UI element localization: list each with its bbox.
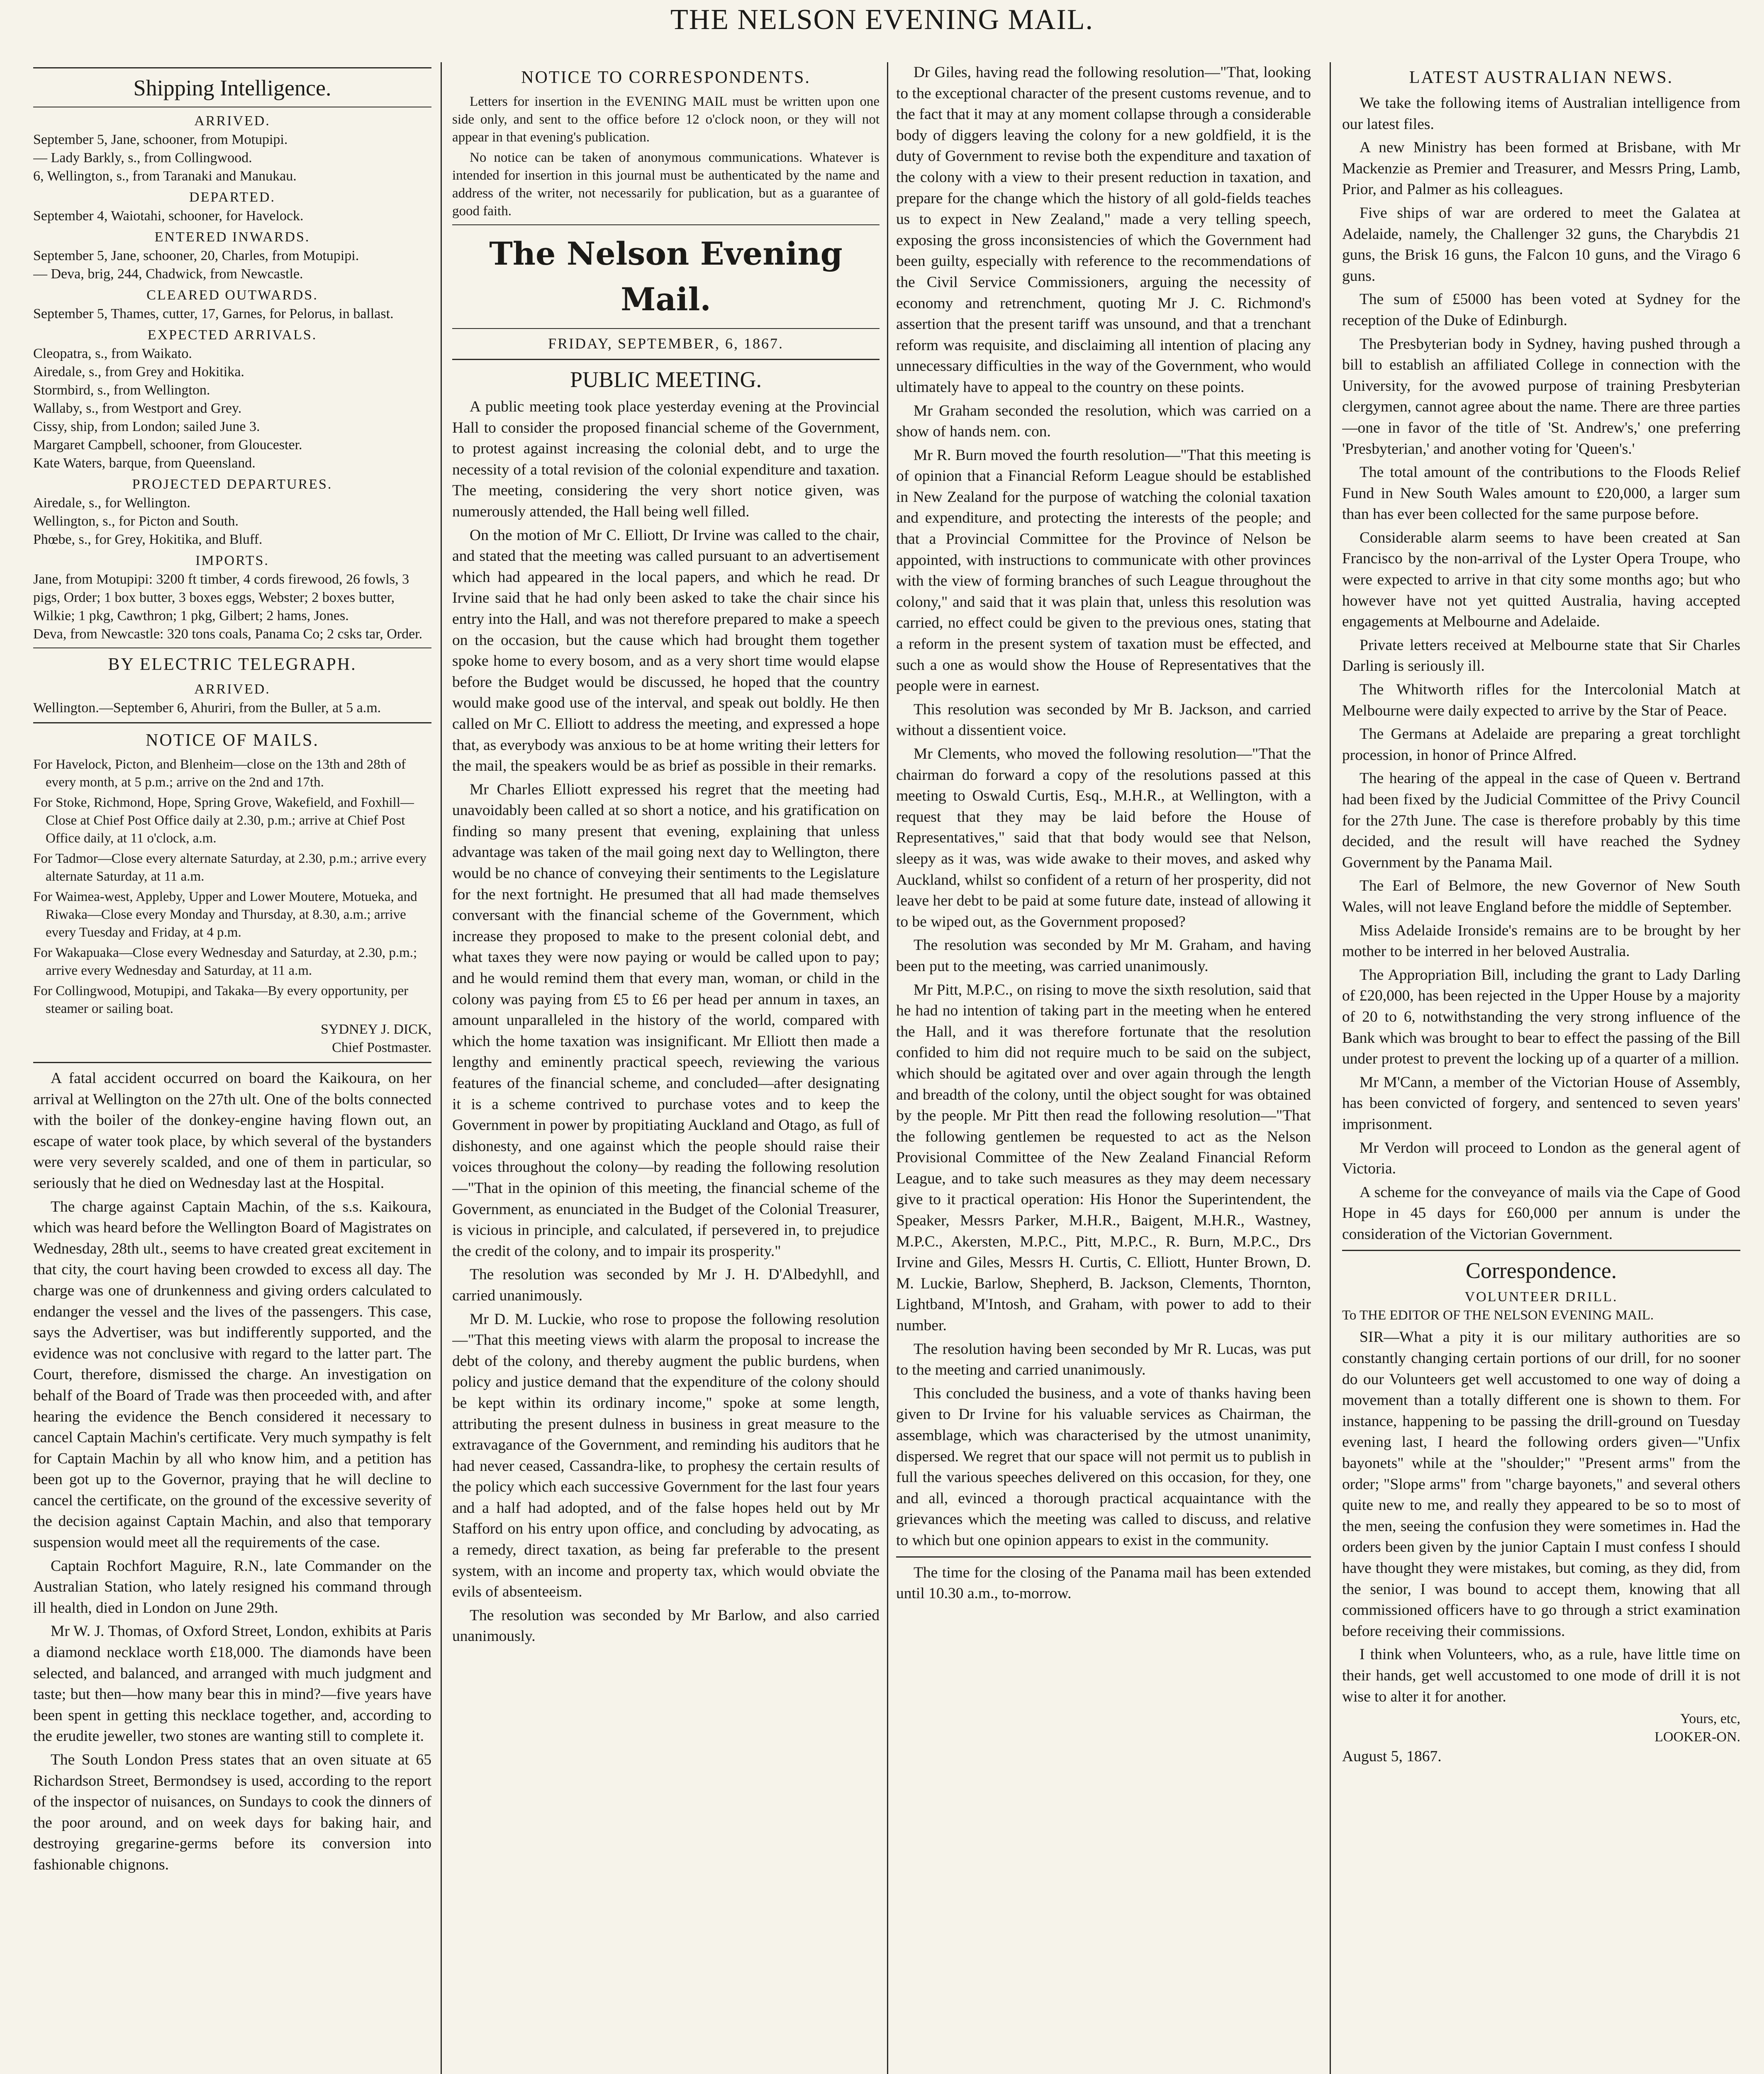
letter-closing: Yours, etc, bbox=[1680, 1711, 1740, 1727]
letter-date: August 5, 1867. bbox=[1342, 1748, 1442, 1765]
meeting-paragraph: This concluded the business, and a vote of thanks having been given to Dr Irvine for his valuable services as Chairman, the assemblage, which was characterised by the utmost unanimity, dispersed. We regret that our space will not permit us to publish in full the various speeches delivered on this occasion, for they, one and all, evinced a thorough practical acquaintance with the grievances which the meeting was called to discuss, and relative to which but one opinion appears to exist in the community. bbox=[896, 1385, 1311, 1549]
correspondence-subtitle: VOLUNTEER DRILL. bbox=[1464, 1289, 1618, 1305]
news-paragraph: Captain Rochfort Maguire, R.N., late Commander on the Australian Station, who lately resigned his command through ill health, died in London on June 29th. bbox=[33, 1557, 431, 1616]
correspondence-addressee: To THE EDITOR OF THE NELSON EVENING MAIL. bbox=[1342, 1308, 1654, 1323]
australian-item: Mr Verdon will proceed to London as the general agent of Victoria. bbox=[1342, 1139, 1740, 1178]
meeting-report-part-2 bbox=[896, 62, 1311, 1551]
australian-item: The total amount of the contributions to the Floods Relief Fund in New South Wales amount to £20,000, a larger sum than has ever been collected for the same purpose before. bbox=[1342, 464, 1740, 523]
meeting-paragraph: The resolution was seconded by Mr Barlow, and also carried unanimously. bbox=[452, 1607, 880, 1645]
correspondents-title: NOTICE TO CORRESPONDENTS. bbox=[521, 68, 811, 87]
shipping-line: September 5, Thames, cutter, 17, Garnes, for Pelorus, in ballast. bbox=[33, 306, 394, 321]
meeting-report-part-1 bbox=[452, 397, 880, 1647]
meeting-paragraph: This resolution was seconded by Mr B. Jackson, and carried without a dissentient voice. bbox=[896, 701, 1311, 739]
column-4 bbox=[1342, 62, 1740, 2074]
correspondence-title: Correspondence. bbox=[1465, 1258, 1617, 1283]
telegraph-subheading: ARRIVED. bbox=[194, 682, 270, 697]
notice-paragraph: Letters for insertion in the EVENING MAIL must be written upon one side only, and sent to the office before 12 o'clock noon, or they will not appear in that evening's publication. bbox=[452, 94, 880, 145]
australian-item: The Presbyterian body in Sydney, having pushed through a bill to establish an affiliated College in connection with the University, for the avowed purpose of training Presbyterian clergymen, cannot agree about the name. There are three parties—one in favor of the title of 'St. Andrew's,' one preferring 'Presbyterian,' and another voting for 'Queen's.' bbox=[1342, 335, 1740, 458]
meeting-paragraph: Mr Clements, who moved the following resolution—"That the chairman do forward a copy of the resolutions passed at this meeting to Oswald Curtis, Esq., M.H.R., at Wellington, with a request that they may be laid before the House of Representatives," said that that body would see that Nelson, sleepy as it was, was wide awake to their moves, and asked why Auckland, whilst so confident of a return of her prosperity, did not leave her debt to be paid at some future date, instead of allowing it to be wiped out, as the Government proposed? bbox=[896, 745, 1311, 930]
mails-title: NOTICE OF MAILS. bbox=[146, 731, 319, 750]
australian-item: Miss Adelaide Ironside's remains are to be brought by her mother to be interred in her beloved Australia. bbox=[1342, 922, 1740, 960]
shipping-line: Stormbird, s., from Wellington. bbox=[33, 382, 210, 398]
shipping-line: Margaret Campbell, schooner, from Gloucester. bbox=[33, 437, 302, 453]
shipping-line: Airedale, s., for Wellington. bbox=[33, 495, 191, 511]
australian-item: The Whitworth rifles for the Intercolonial Match at Melbourne were daily expected to arrive by the Star of Peace. bbox=[1342, 681, 1740, 719]
shipping-line: September 4, Waiotahi, schooner, for Havelock. bbox=[33, 208, 304, 224]
column-1 bbox=[33, 62, 431, 2074]
shipping-title: Shipping Intelligence. bbox=[133, 75, 331, 100]
meeting-paragraph: Mr Graham seconded the resolution, which was carried on a show of hands nem. con. bbox=[896, 402, 1311, 441]
meeting-paragraph: Mr R. Burn moved the fourth resolution—"That this meeting is of opinion that a Financial Reform League should be established in New Zealand for the purpose of watching the colonial taxation and expenditure, and protecting the interests of the people; and that a Provincial Committee for the Province of Nelson be appointed, with instructions to communicate with other provinces with the view of forming branches of such League throughout the colony," and said that it was plain that, unless this resolution was carried, no effect could be given to the previous ones, stating that a reform in the present system of taxation must be effected, and such a one as would show the House of Representatives that the people were in earnest. bbox=[896, 446, 1311, 695]
shipping-line: Phœbe, s., for Grey, Hokitika, and Bluff. bbox=[33, 532, 263, 547]
meeting-paragraph: The resolution having been seconded by Mr R. Lucas, was put to the meeting and carried unanimously. bbox=[896, 1340, 1311, 1379]
shipping-sections bbox=[33, 112, 431, 643]
australian-item: The Earl of Belmore, the new Governor of New South Wales, will not leave England before the middle of September. bbox=[1342, 877, 1740, 915]
meeting-paragraph: Dr Giles, having read the following resolution—"That, looking to the exceptional character of the present customs revenue, and to the fact that it may at any moment collapse through a considerable body of diggers leaving the colony for a new goldfield, it is the duty of Government to revise both the expenditure and taxation of the colony with a view to their present reduction in taxation, and prepare for the change which the history of all gold-fields teaches us to expect in New Zealand," made a very telling speech, exposing the gross inconsistencies of which the Government had been guilty, especially with reference to the recommendations of the Civil Service Commissioners, arguing the necessity of economy and retrenchment, quoting Mr J. C. Richmond's assertion that the present tariff was unsound, and that a trenchant reform was requisite, and disclaiming all intention of placing any unnecessary difficulties in the way of the Government, who would ultimately have to appeal to the country on these points. bbox=[896, 64, 1311, 396]
australian-item: The Appropriation Bill, including the grant to Lady Darling of £20,000, has been rejected in the Upper House by a majority of 20 to 6, notwithstanding the very strong influence of the Bank which was brought to bear to effect the passing of the Bill under protest to prevent the locking up of a quarter of a million. bbox=[1342, 966, 1740, 1068]
news-paragraph: The charge against Captain Machin, of the s.s. Kaikoura, which was heard before the Wellington Board of Magistrates on Wednesday, 28th ult., seems to have created great excitement in that city, the court having been crowded to excess all day. The charge was one of drunkenness and giving orders calculated to endanger the vessel and the lives of the passengers. This case, says the Advertiser, was but indifferently supported, and the evidence was not conclusive with regard to the latter part. The Court, therefore, dismissed the charge. An investigation on behalf of the Board of Trade was then proceeded with, and after hearing the evidence the Bench considered it necessary to cancel Captain Machin's certificate. Very much sympathy is felt for Captain Machin by all who know him, and a petition has been got up to the Governor, praying that he will decline to cancel the certificate, on the ground of the excessive severity of the decision against Captain Machin, and also that temporary suspension would meet all the requirements of the case. bbox=[33, 1198, 431, 1551]
letter-paragraph: I think when Volunteers, who, as a rule, have little time on their hands, get well accustomed to one mode of drill it is not wise to alter it for another. bbox=[1342, 1646, 1740, 1705]
shipping-line: Cissy, ship, from London; sailed June 3. bbox=[33, 419, 260, 434]
mail-entry: For Collingwood, Motupipi, and Takaka—By every opportunity, per steamer or sailing boat. bbox=[33, 983, 409, 1016]
shipping-subheading: PROJECTED DEPARTURES. bbox=[132, 477, 333, 492]
shipping-subheading: ENTERED INWARDS. bbox=[154, 229, 310, 245]
masthead: THE NELSON EVENING MAIL. bbox=[670, 4, 1094, 36]
meeting-paragraph: On the motion of Mr C. Elliott, Dr Irvine was called to the chair, and stated that the meeting was called pursuant to an advertisement which had appeared in the local papers, and which he read. Dr Irvine said that he had only been asked to take the chair since his entry into the Hall, and was not therefore prepared to make a speech on the occasion, but the cause which had brought them together spoke home to every bosom, and as a very short time would elapse before the Budget would be discussed, he hoped that the country would make good use of the interval, and speak out boldly. He then called on Mr C. Elliott to address the meeting, and expressed a hope that, as everybody was anxious to be at home writing their letters for the mail, the speakers would be as brief as possible in their remarks. bbox=[452, 526, 880, 775]
shipping-line: Wallaby, s., from Westport and Grey. bbox=[33, 401, 242, 416]
dateline: FRIDAY, SEPTEMBER, 6, 1867. bbox=[548, 335, 784, 352]
mail-entry: For Wakapuaka—Close every Wednesday and Saturday, at 2.30, p.m.; arrive every Wednesday and Saturday, at 11 a.m. bbox=[33, 945, 417, 978]
australian-item: A new Ministry has been formed at Brisbane, with Mr Mackenzie as Premier and Treasurer, and Messrs Pring, Lamb, Prior, and Palmer as his colleagues. bbox=[1342, 139, 1740, 198]
correspondents-notice bbox=[452, 93, 880, 220]
notice-paragraph: No notice can be taken of anonymous communications. Whatever is intended for insertion in this journal must be authenticated by the name and address of the writer, not necessarily for publication, but as a guarantee of good faith. bbox=[452, 150, 880, 219]
column-1-articles bbox=[33, 1068, 431, 1876]
mails-entries bbox=[33, 756, 431, 1018]
australian-item: The hearing of the appeal in the case of Queen v. Bertrand had been fixed by the Judicial Committee of the Privy Council for the 27th June. The case is therefore probably by this time decided, and the result will have reached the Sydney Government by the Panama Mail. bbox=[1342, 770, 1740, 871]
shipping-line: — Lady Barkly, s., from Collingwood. bbox=[33, 150, 252, 166]
nameplate: The Nelson Evening Mail. bbox=[489, 235, 843, 318]
australian-item: The Germans at Adelaide are preparing a great torchlight procession, in honor of Prince Alfred. bbox=[1342, 725, 1740, 764]
australian-item: Mr M'Cann, a member of the Victorian House of Assembly, has been convicted of forgery, and sentenced to seven years' imprisonment. bbox=[1342, 1074, 1740, 1133]
shipping-subheading: ARRIVED. bbox=[194, 113, 270, 129]
shipping-line: Cleopatra, s., from Waikato. bbox=[33, 346, 192, 361]
letter-paragraph: SIR—What a pity it is our military authorities are so constantly changing certain portions of our drill, for no sooner do our Volunteers get well accustomed to one way of doing a movement than a totally different one is shown to them. For instance, happening to be passing the drill-ground on Tuesday evening last, I heard the following orders given—"Unfix bayonets" while at the "shoulder;" "Present arms" from the order; "Slope arms" from "charge bayonets," and several others quite new to me, and really they appeared to be so to most of the men, seeing the confusion they were sometimes in. Had the orders been given by the junior Captain I must confess I should have thought they were mistakes, but coming, as they did, from the senior, I was bound to accept them, knowing that all commissioned officers have to go through a strict examination before receiving their commissions. bbox=[1342, 1329, 1740, 1640]
shipping-line: Jane, from Motupipi: 3200 ft timber, 4 cords firewood, 26 fowls, 3 pigs, Order; 1 box butter, 3 boxes eggs, Webster; 2 boxes butter, Wilkie; 1 pkg, Cawthron; 1 pkg, Gilbert; 2 hams, Jones. bbox=[33, 572, 409, 623]
mail-entry: For Tadmor—Close every alternate Saturday, at 2.30, p.m.; arrive every alternate Saturday, at 11 a.m. bbox=[33, 851, 426, 884]
meeting-paragraph: The resolution was seconded by Mr M. Graham, and having been put to the meeting, was carried unanimously. bbox=[896, 937, 1311, 975]
australian-item: Five ships of war are ordered to meet the Galatea at Adelaide, namely, the Challenger 32 guns, the Charybdis 21 guns, the Brisk 16 guns, the Falcon 10 guns, and the Virago 6 guns. bbox=[1342, 204, 1740, 285]
meeting-paragraph: Mr D. M. Luckie, who rose to propose the following resolution—"That this meeting views with alarm the proposal to increase the debt of the colony, and thereby augment the public burdens, when policy and justice demand that the expenditure of the colony should be kept within its ordinary income," spoke at some length, attributing the present dulness in business in great measure to the extravagance of the Government, and reminding his auditors that he had never ceased, Cassandra-like, to prophesy the certain results of the policy which each successive Government for the last four years and a half had adopted, and of the false hopes held out by Mr Stafford on his entry upon office, and concluding by advocating, as a remedy, direct taxation, as being far preferable to the present system, with an income and property tax, which would obviate the evils of absenteeism. bbox=[452, 1310, 880, 1601]
australian-item: Considerable alarm seems to have been created at San Francisco by the non-arrival of the Lyster Opera Troupe, who were expected to arrive in that city some months ago; but who however have not yet quitted Australia, having accepted engagements at Melbourne and Adelaide. bbox=[1342, 529, 1740, 630]
news-paragraph: A fatal accident occurred on board the Kaikoura, on her arrival at Wellington on the 27th ult. One of the bolts connected with the boiler of the donkey-engine having flown out, an escape of water took place, by which several of the bystanders were very severely scalded, and one of them in particular, so seriously that he died on Wednesday last at the Hospital. bbox=[33, 1070, 431, 1192]
shipping-subheading: CLEARED OUTWARDS. bbox=[146, 287, 318, 303]
telegraph-title: BY ELECTRIC TELEGRAPH. bbox=[108, 655, 357, 674]
column-2 bbox=[452, 62, 880, 2074]
column-rule bbox=[441, 62, 442, 2074]
shipping-subheading: IMPORTS. bbox=[195, 553, 269, 568]
mail-entry: For Waimea-west, Appleby, Upper and Lower Moutere, Motueka, and Riwaka—Close every Monday and Thursday, at 8.30, a.m.; arrive every Tuesday and Friday, at 4 p.m. bbox=[33, 889, 417, 940]
news-paragraph: Mr W. J. Thomas, of Oxford Street, London, exhibits at Paris a diamond necklace worth £18,000. The diamonds have been selected, and balanced, and arranged with much judgment and taste; but then—how many bear this in mind?—five years have been spent in getting this necklace together, and, according to the erudite jeweller, two stones are wanting still to complete it. bbox=[33, 1623, 431, 1745]
letter-signature: LOOKER-ON. bbox=[1654, 1729, 1740, 1745]
shipping-subheading: DEPARTED. bbox=[189, 190, 275, 205]
australian-item: A scheme for the conveyance of mails via the Cape of Good Hope in 45 days for £60,000 per annum is under the consideration of the Victorian Government. bbox=[1342, 1183, 1740, 1243]
news-paragraph: The South London Press states that an oven situate at 65 Richardson Street, Bermondsey is used, according to the report of the inspector of nuisances, on Sundays to cook the dinners of the poor around, and on week days for baking hair, and destroying gregarine-germs before its conversion into fashionable chignons. bbox=[33, 1751, 431, 1873]
australian-title: LATEST AUSTRALIAN NEWS. bbox=[1409, 68, 1674, 87]
australian-item: We take the following items of Australian intelligence from our latest files. bbox=[1342, 95, 1740, 133]
letter-body bbox=[1342, 1327, 1740, 1707]
shipping-line: September 5, Jane, schooner, 20, Charles, from Motupipi. bbox=[33, 248, 359, 263]
shipping-line: Kate Waters, barque, from Queensland. bbox=[33, 455, 256, 471]
australian-news bbox=[1342, 93, 1740, 1245]
meeting-paragraph: Mr Pitt, M.P.C., on rising to move the sixth resolution, said that he had no intention of taking part in the meeting when he entered the Hall, and it was therefore fortunate that the resolution confided to him did not require much to be said on the subject, which should be agitated over and over again through the length and breadth of the colony, until the object sought for was obtained by the people. Mr Pitt then read the following resolution—"That the following gentlemen be requested to act as the Nelson Provisional Committee of the New Zealand Financial Reform League, and to take such measures as they may deem necessary give to it practical operation: His Honor the Superintendent, the Speaker, Messrs Parker, M.H.R., Baigent, M.H.R., Wastney, M.P.C., Akersten, M.P.C., Pitt, M.P.C., R. Burn, M.P.C., Drs Irvine and Giles, Messrs H. Curtis, C. Elliott, Hunter Brown, D. M. Luckie, Barlow, Shepherd, B. Jackson, Clements, Thornton, Lightband, M'Intosh, and Graham, with power to add to their number. bbox=[896, 981, 1311, 1334]
shipping-line: September 5, Jane, schooner, from Motupipi. bbox=[33, 132, 288, 147]
shipping-line: Deva, from Newcastle: 320 tons coals, Panama Co; 2 csks tar, Order. bbox=[33, 626, 423, 642]
shipping-line: — Deva, brig, 244, Chadwick, from Newcastle. bbox=[33, 266, 303, 282]
australian-item: The sum of £5000 has been voted at Sydney for the reception of the Duke of Edinburgh. bbox=[1342, 291, 1740, 329]
shipping-line: Wellington, s., for Picton and South. bbox=[33, 514, 239, 529]
column-3 bbox=[896, 62, 1311, 2074]
meeting-title: PUBLIC MEETING. bbox=[570, 367, 762, 392]
mails-signer-title: Chief Postmaster. bbox=[332, 1040, 431, 1055]
mail-entry: For Stoke, Richmond, Hope, Spring Grove, Wakefield, and Foxhill—Close at Chief Post Office daily at 2.30, p.m.; arrive at Chief Post Office daily, at 11 o'clock, a.m. bbox=[33, 795, 414, 846]
meeting-paragraph: Mr Charles Elliott expressed his regret that the meeting had unavoidably been called at so short a notice, and his gratification on finding so many present that evening, explaining that unless advantage was taken of the mail going next day to Wellington, there would be no chance of conveying their sentiments to the Legislature for the next fortnight. He presumed that all had made themselves conversant with the financial scheme of the Government, which increase they proposed to make to the present colonial debt, and what taxes they were now paying or would be called upon to pay; and he would remind them that every man, woman, or child in the colony was paying from £5 to £6 per head per annum in taxes, an amount unparalleled in the history of the world, compared with which the home taxation was insignificant. Mr Elliott then made a lengthy and eminently practical speech, reviewing the various features of the financial scheme, and concluded—after designating it is a scheme contrived to purchase votes and to keep the Government in power by propitiating Auckland and Otago, as full of dishonesty, and one against which the people should raise their voices throughout the colony—by reading the following resolution—"That in the opinion of this meeting, the financial scheme of the Government, as enunciated in the Budget of the Colonial Treasurer, is vicious in principle, and calculated, if persevered in, to prejudice the credit of the colony, and to impair its prosperity." bbox=[452, 781, 880, 1260]
telegraph-line: Wellington.—September 6, Ahuriri, from the Buller, at 5 a.m. bbox=[33, 700, 381, 716]
mails-signer: SYDNEY J. DICK, bbox=[321, 1022, 431, 1037]
meeting-paragraph: The resolution was seconded by Mr J. H. D'Albedyhll, and carried unanimously. bbox=[452, 1266, 880, 1304]
shipping-line: 6, Wellington, s., from Taranaki and Manukau. bbox=[33, 168, 297, 184]
panama-note: The time for the closing of the Panama mail has been extended until 10.30 a.m., to-morrow. bbox=[896, 1564, 1311, 1602]
shipping-subheading: EXPECTED ARRIVALS. bbox=[147, 327, 317, 343]
column-rule bbox=[887, 62, 888, 2074]
shipping-line: Airedale, s., from Grey and Hokitika. bbox=[33, 364, 244, 380]
mail-entry: For Havelock, Picton, and Blenheim—close on the 13th and 28th of every month, at 5 p.m.; arrive on the 2nd and 17th. bbox=[33, 757, 406, 790]
meeting-paragraph: A public meeting took place yesterday evening at the Provincial Hall to consider the proposed financial scheme of the Government, to protest against increasing the colonial debt, and to urge the necessity of a total revision of the colonial expenditure and taxation. The meeting, considering the very short notice given, was numerously attended, the Hall being well filled. bbox=[452, 398, 880, 520]
australian-item: Private letters received at Melbourne state that Sir Charles Darling is seriously ill. bbox=[1342, 636, 1740, 675]
column-rule bbox=[1330, 62, 1331, 2074]
